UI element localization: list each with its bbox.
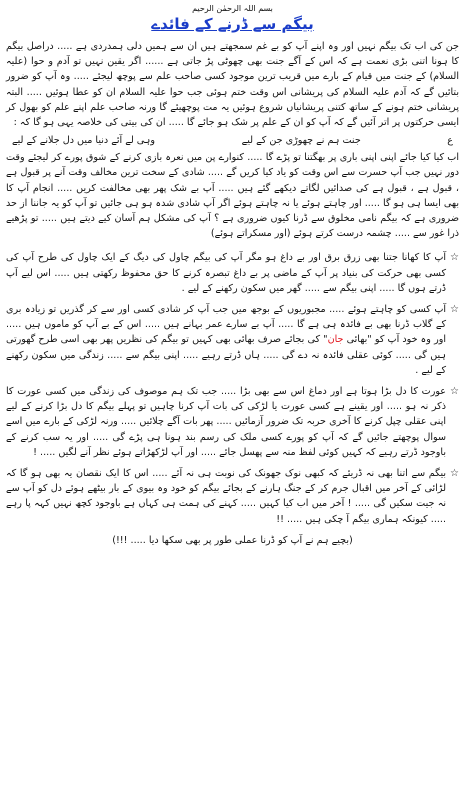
list-item xyxy=(6,466,459,527)
list-item xyxy=(6,250,459,296)
list-item-text: بیگم سے اتنا بھی نہ ڈریئے کہ کبھی نوک جھونک کی نوبت ہی نہ آئے ..... اس کا ایک نقصان یہ بھی ہو گا کہ لڑائی کے آخر میں اقبال جرم کر کے جنگ ہارنے کے بجائے بیگم کو خود وہ بیوی کے بار بیٹھے ہوئے دل کو آپ سے نہ جیت سکیں گی ..... ! آخر میں اب کیا کہیں ..... کہنے کی ہمت ہی کہاں ہے باوجود کچھ نہیں کہہ پا رہے ..... کیونکہ ہماری بیگم آ چکی ہیں ..... !! xyxy=(6,468,447,525)
verse-mark: ع xyxy=(447,135,453,147)
body-paragraph: اب کیا کیا جائے اپنی اپنی باری پر بھگتنا تو پڑے گا ..... کنوارے پن میں نعرہ بازی کرنے کے شوق پورے کر لیجئے وقت دور نہیں جب آپ حسرت سے اس وقت کو یاد کیا کریں گے ..... شادی کے سخت ترین مخالف وقت آنے پر قبول ہے ، قبول ہے ، قبول ہے کی صدائیں لگاتے دیکھے گئے ہیں ..... آپ بے شک پھر بھی مخالفت کریں ..... انجام آپ کا بھی ایسا ہی ہو گا ..... اور چاہتے ہوئے یا نہ چاہتے ہوئے اگر آپ شادی شدہ ہو ہی جائیں تو آپ کو یہ جاننا از حد ضروری ہے کہ بیگم نامی مخلوق سے ڈرنا کیوں ضروری ہے ؟ آپ کی مشکل ہم آسان کیے دیتے ہیں ..... تو پڑھیے ذرا غور سے ..... چشمہ درست کرتے ہوئے (اور مسکراتے ہوئے) xyxy=(6,152,459,240)
closing-line: (بچیے ہم نے آپ کو ڈرنا عملی طور پر بھی سکھا دیا ..... !!!) xyxy=(112,534,353,546)
list-item-text: آپ کسی کو چاہتے ہوئے ..... مجبوریوں کے بوجھ میں جب آپ کر شادی کسی اور سے کر گذریں تو زیادہ بری کے گلاب ڈرنا بھی بے فائدہ ہی ہے گا ..... آپ بے سارے عمر بہانے ہیں ..... اس کے بے آپ کو ماموں ہیں ..... اور وہ خود آپ کو "بھائی جان" کی بجائے صرف بھائی بھی کہیں تو بیگم کی نظریں پھر بھی اسی طرح گھورتی ہیں گی ..... کوئی عقلی فائدہ نہ دے گی ..... ہاں ڈرتے رہیے ..... اپنی بیگم سے ..... زندگی میں سکون رکھنے کے لیے . xyxy=(6,304,447,376)
verse-line xyxy=(6,133,459,148)
star-icon: ☆ xyxy=(450,468,459,480)
list-item-text: آپ کا کھانا جتنا بھی زرق برق اور بے داغ ہو مگر آپ کی بیگم چاول کی دیگ کے ایک چاول کی طرح آپ کی کسی بھی حرکت کی بنیاد پر آپ کے ماضی پر بے داغ تبصرہ کرنے کا حق محفوظ رکھتی ہیں ..... اس لیے آپ ڈرتے ہوں گا ..... اپنی بیگم سے ..... گھر میں سکون رکھنے کے لیے . xyxy=(6,252,447,294)
page-title: بیگم سے ڈرنے کے فائدے xyxy=(151,15,314,33)
list-item xyxy=(6,384,459,460)
list-item xyxy=(6,302,459,378)
verse-right: جنت ہم نے چھوڑی جن کے لیے xyxy=(241,135,361,147)
highlight-word-inline: جان xyxy=(327,334,344,346)
star-icon: ☆ xyxy=(450,304,459,316)
star-icon: ☆ xyxy=(450,386,459,398)
intro-paragraph: جن کی اب تک بیگم نہیں اور وہ اپنے آپ کو بے غم سمجھتے ہیں ان سے ہمیں دلی ہمدردی ہے ..... دراصل بیگم کا ہونا اتنی بڑی نعمت ہے کہ اس کے آگے جنت بھی چھوٹی پڑ جاتی ہے ...... اگر یقین نہیں تو آدم و حوا (علیہ السلام) کے جنت میں قیام کے بارے میں قریب ترین موجود کسی صاحب علم سے پوچھ لیجئے ..... وہ آپ کو ضرور بتائیں گے کہ آدم علیہ السلام کی پریشانی اس وقت ختم ہوئی جب حوا علیہ السلام ان کو عطا ہوئیں ..... البتہ پریشانی ختم ہونے کے ساتھ کتنی پریشانیاں شروع ہوئیں یہ مت پوچھیئے گا ورنہ صاحب علم اپنے علم کو بھول کر ایسی حرکتوں پر اتر آئیں گے کہ آپ کو ان کے علم پر شک ہو جائے گا ..... ان کی بیتی کی خلاصہ یہی ہو گا کہ : xyxy=(6,41,459,129)
star-icon: ☆ xyxy=(450,252,459,264)
bismillah-heading: بسم اللہ الرحمٰن الرحیم xyxy=(192,4,273,13)
list-item-text: عورت کا دل بڑا ہوتا ہے اور دماغ اس سے بھی بڑا ..... جب تک ہم موصوف کی زندگی میں کسی عورت کا ذکر نہ ہو ..... اور یقینے ہے کسی عورت یا لڑکی کی بات آپ کرنا چاہیں تو پہلے بیگم کا دل بڑا کرنے کے لیے اپنی عقلی چپل کرنے کا آخری حربہ تک ضرور آزمائیں ..... پھر بات آگے چلائیں ..... ورنہ لڑکی کے بارے میں اسے سوال پوچھتے جائیں گے کہ آپ کو پورے کسی ملک کی رسم بند ہونا ہی پڑے گی ..... اور یہ سب کرنے کے باوجود ڈرتے رہیے کہ کہیں کوئی لفظ منہ سے پھسل جائے ..... اور آپ لڑکھڑاتے ہوئے نظر آنے لگیں ..... ! xyxy=(6,386,447,458)
verse-left: وہی لے آئے دنیا میں دل جلانے کے لیے xyxy=(12,135,156,147)
